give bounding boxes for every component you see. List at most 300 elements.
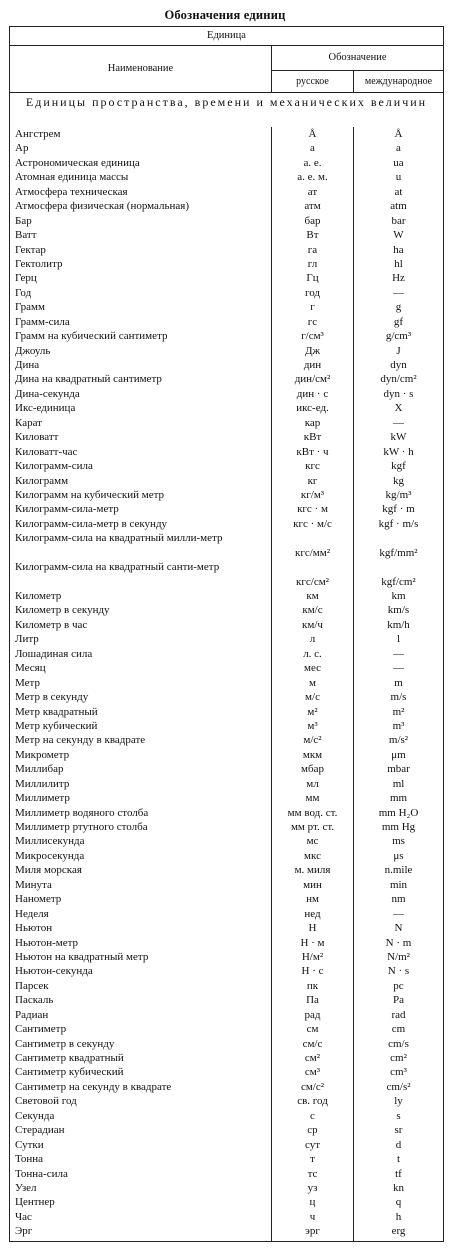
russian-designation: км [306, 590, 319, 603]
international-designation: h [395, 1210, 402, 1223]
unit-name: Паскаль [15, 994, 54, 1007]
unit-name: Икс-единица [15, 402, 76, 415]
international-designation: ly [394, 1095, 403, 1108]
international-designation: m³ [392, 719, 405, 732]
international-designation: kgf/cm² [381, 575, 416, 588]
table-row [10, 1195, 443, 1209]
russian-designation: гс [307, 315, 318, 328]
table-row [10, 459, 443, 473]
russian-designation: см [306, 1023, 319, 1036]
russian-designation: ч [309, 1210, 316, 1223]
unit-name: Килограмм [15, 474, 69, 487]
russian-designation: ц [309, 1196, 316, 1209]
international-designation: atm [390, 200, 407, 213]
table-row [10, 863, 443, 877]
international-designation: rad [391, 1008, 406, 1021]
unit-name: Сутки [15, 1138, 44, 1151]
russian-designation: тс [307, 1167, 318, 1180]
unit-name: Сантиметр в секунду [15, 1037, 115, 1050]
table-row [10, 1224, 443, 1238]
table-row [10, 1065, 443, 1079]
unit-name: Литр [15, 633, 39, 646]
units-table [9, 26, 444, 1242]
unit-name: Бар [15, 214, 32, 227]
unit-name: Килограмм на кубический метр [15, 488, 165, 501]
table-body [10, 127, 443, 1239]
unit-name: Минута [15, 878, 52, 891]
russian-designation: см³ [304, 1066, 321, 1079]
unit-name: Миллиметр водяного столба [15, 806, 149, 819]
table-row [10, 676, 443, 690]
table-row [10, 690, 443, 704]
table-row [10, 228, 443, 242]
international-designation: Å [394, 128, 403, 140]
international-designation: m [394, 676, 403, 689]
international-designation: t [396, 1153, 401, 1166]
international-designation: q [395, 1196, 402, 1209]
international-designation: ml [392, 777, 405, 790]
russian-designation: мбар [301, 763, 324, 776]
unit-name: Эрг [15, 1225, 33, 1238]
international-designation: erg [391, 1225, 406, 1238]
header-russian: русское [272, 71, 354, 93]
russian-designation: м³ [307, 719, 318, 732]
table-row [10, 878, 443, 892]
table-row [10, 618, 443, 632]
unit-name: Астрономическая единица [15, 156, 140, 169]
table-row [10, 733, 443, 747]
russian-designation: год [304, 286, 321, 299]
unit-name: Час [15, 1210, 32, 1223]
unit-name: Метр квадратный [15, 705, 98, 718]
russian-designation: дин · с [296, 387, 329, 400]
unit-name: Грамм [15, 301, 45, 314]
section-title: Единицы пространства, времени и механических величин [25, 95, 428, 109]
russian-designation: Н [308, 922, 317, 935]
international-designation: N · s [387, 965, 410, 978]
table-row [10, 1008, 443, 1022]
russian-designation: км/с [302, 604, 323, 617]
table-row [10, 964, 443, 978]
international-designation: dyn [390, 359, 407, 371]
unit-name: Сантиметр квадратный [15, 1052, 124, 1065]
table-row [10, 1109, 443, 1123]
russian-designation: нед [304, 907, 321, 920]
russian-designation: с [310, 1109, 315, 1122]
unit-name: Миллилитр [15, 777, 70, 790]
table-row [10, 1051, 443, 1065]
international-designation: μm [391, 748, 406, 761]
unit-name: Радиан [15, 1008, 49, 1021]
table-row [10, 401, 443, 415]
table-row [10, 993, 443, 1007]
international-designation: J [396, 344, 401, 357]
russian-designation: кар [304, 416, 321, 429]
table-row [10, 632, 443, 646]
russian-designation: мкм [302, 748, 323, 761]
international-designation: N/m² [387, 950, 410, 963]
international-designation: X [394, 402, 403, 415]
unit-name: Стерадиан [15, 1124, 65, 1137]
unit-name: Миллиметр [15, 792, 70, 805]
international-designation: mm [389, 792, 408, 805]
international-designation: n.mile [384, 864, 413, 877]
russian-designation: Å [308, 128, 317, 140]
international-designation: m/s [390, 691, 407, 704]
russian-designation: кгс/см² [296, 575, 329, 588]
russian-designation: мкс [304, 849, 321, 862]
russian-designation: мин [303, 878, 322, 891]
international-designation: N [394, 922, 403, 935]
unit-name: Секунда [15, 1109, 55, 1122]
russian-designation: мм [305, 792, 320, 805]
russian-designation: мс [306, 835, 319, 848]
russian-designation: л [309, 633, 316, 646]
russian-designation: кВт [303, 431, 322, 444]
unit-name: Год [15, 286, 32, 299]
international-designation: pc [393, 979, 404, 992]
table-row [10, 950, 443, 964]
table-row [10, 589, 443, 603]
international-designation: μs [393, 849, 404, 862]
russian-designation: дин/см² [294, 373, 331, 386]
table-row [10, 1138, 443, 1152]
international-designation: kgf · m [382, 503, 415, 516]
russian-designation: икс-ед. [296, 402, 329, 415]
russian-designation: кг/м³ [300, 488, 325, 501]
unit-name: Миллисекунда [15, 835, 85, 848]
unit-name: Ньютон-секунда [15, 965, 93, 978]
unit-name: Сантиметр кубический [15, 1066, 124, 1079]
table-row [10, 1094, 443, 1108]
unit-name: Миля морская [15, 864, 82, 877]
russian-designation: га [307, 243, 318, 256]
international-designation: dyn · s [383, 387, 414, 400]
russian-designation: м² [307, 705, 318, 718]
russian-designation: кгс · м [297, 503, 328, 516]
table-row [10, 387, 443, 401]
international-designation: kn [393, 1181, 404, 1194]
russian-designation: г/см³ [301, 330, 324, 343]
unit-name: Киловатт [15, 431, 59, 444]
table-row [10, 214, 443, 228]
header-designation: Обозначение [272, 46, 443, 71]
table-row [10, 257, 443, 271]
russian-designation: а [310, 142, 315, 155]
table-row [10, 603, 443, 617]
table-row [10, 705, 443, 719]
russian-designation: нм [306, 893, 319, 906]
table-row [10, 185, 443, 199]
international-designation: gf [393, 315, 404, 328]
table-row [10, 719, 443, 733]
header-name: Наименование [10, 46, 272, 93]
russian-designation: а. е. м. [297, 171, 328, 184]
russian-designation: см/с² [300, 1080, 325, 1093]
russian-designation: Гц [306, 272, 319, 285]
international-designation: m² [392, 705, 405, 718]
unit-name: Килограмм-сила-метр [15, 503, 119, 516]
unit-name: Гектолитр [15, 257, 63, 270]
international-designation: km/s [387, 604, 410, 617]
table-row [10, 243, 443, 257]
unit-name: Ватт [15, 229, 37, 242]
table-row [10, 372, 443, 386]
unit-name: Грамм-сила [15, 315, 70, 328]
international-designation: m/s² [388, 734, 409, 747]
table-row [10, 834, 443, 848]
international-designation: g [395, 301, 402, 314]
table-row [10, 445, 443, 459]
international-designation: ms [392, 835, 405, 848]
table-row [10, 979, 443, 993]
international-designation: tf [395, 1167, 402, 1180]
table-row [10, 531, 443, 560]
international-designation: km [391, 590, 406, 603]
unit-name: Ар [15, 142, 29, 155]
russian-designation: мес [304, 662, 321, 675]
unit-name: Ньютон-метр [15, 936, 79, 949]
international-designation: mbar [387, 763, 410, 776]
international-designation: mm Hg [381, 821, 416, 834]
russian-designation: г [310, 301, 315, 314]
international-designation: — [393, 662, 404, 675]
international-designation: kg [393, 474, 404, 487]
unit-name: Дина [15, 359, 40, 371]
unit-name: Микросекунда [15, 849, 85, 862]
international-designation: cm² [390, 1052, 407, 1065]
russian-designation: бар [304, 214, 321, 227]
table-row [10, 806, 443, 820]
russian-designation: ср [307, 1124, 318, 1137]
russian-designation: м/с [305, 691, 320, 704]
russian-designation: кг [307, 474, 318, 487]
russian-designation: кгс · м/с [293, 517, 332, 530]
unit-name: Узел [15, 1181, 37, 1194]
russian-designation: мл [306, 777, 319, 790]
unit-name: Килограмм-сила [15, 460, 93, 473]
international-designation: hl [394, 257, 403, 270]
russian-designation: Дж [304, 344, 321, 357]
unit-name: Атмосфера техническая [15, 185, 128, 198]
russian-designation: м [309, 676, 316, 689]
russian-designation: гл [307, 257, 318, 270]
russian-designation: см² [304, 1052, 321, 1065]
international-designation: d [395, 1138, 402, 1151]
international-designation: cm/s [388, 1037, 409, 1050]
unit-name: Метр [15, 676, 40, 689]
russian-designation: мм рт. ст. [290, 821, 335, 834]
russian-designation: Н · с [301, 965, 324, 978]
unit-name: Герц [15, 272, 37, 285]
international-designation: kgf/mm² [379, 546, 418, 559]
international-designation: sr [394, 1124, 403, 1137]
international-designation: kW · h [383, 445, 414, 458]
table-row [10, 907, 443, 921]
international-designation: s [396, 1109, 401, 1122]
unit-name: Миллиметр ртутного столба [15, 821, 148, 834]
table-row [10, 1037, 443, 1051]
russian-designation: см/с [302, 1037, 323, 1050]
international-designation: ha [393, 243, 404, 256]
unit-name: Нанометр [15, 893, 62, 906]
unit-name: Световой год [15, 1095, 77, 1108]
international-designation: kgf · m/s [378, 517, 419, 530]
unit-name: Дина на квадратный сантиметр [15, 373, 162, 386]
table-row [10, 892, 443, 906]
international-designation: — [393, 907, 404, 920]
unit-name: Неделя [15, 907, 49, 920]
unit-name: Метр в секунду [15, 691, 89, 704]
russian-designation: км/ч [302, 618, 323, 631]
international-designation: bar [391, 214, 406, 227]
unit-name: Сантиметр на секунду в квадрате [15, 1080, 172, 1093]
table-row [10, 416, 443, 430]
table-row [10, 156, 443, 170]
table-row [10, 1167, 443, 1181]
table-row [10, 430, 443, 444]
table-row [10, 286, 443, 300]
russian-designation: кгс [305, 460, 320, 473]
international-designation: g/cm³ [385, 330, 412, 343]
international-designation: a [396, 142, 401, 155]
russian-designation: л. с. [303, 647, 322, 660]
unit-name: Метр кубический [15, 719, 98, 732]
table-row [10, 315, 443, 329]
table-row [10, 141, 443, 155]
international-designation: W [393, 229, 404, 242]
unit-name: Атомная единица массы [15, 171, 129, 184]
russian-designation: ат [307, 185, 318, 198]
table-row [10, 647, 443, 661]
unit-name: Джоуль [15, 344, 51, 357]
unit-name: Дина-секунда [15, 387, 80, 400]
russian-designation: Н · м [300, 936, 325, 949]
russian-designation: мм вод. ст. [287, 806, 338, 819]
russian-designation: кВт · ч [296, 445, 329, 458]
table-row [10, 329, 443, 343]
international-designation: u [395, 171, 402, 184]
russian-designation: св. год [297, 1095, 328, 1108]
table-row [10, 921, 443, 935]
unit-name: Километр в час [15, 618, 88, 631]
table-row [10, 300, 443, 314]
international-designation: kW [390, 431, 407, 444]
international-designation: — [393, 647, 404, 660]
table-row [10, 1123, 443, 1137]
russian-designation: Н/м² [301, 950, 324, 963]
header-international: международное [354, 71, 443, 93]
table-row [10, 748, 443, 762]
table-row [10, 170, 443, 184]
table-row [10, 791, 443, 805]
unit-name: Килограмм-сила-метр в секунду [15, 517, 168, 530]
russian-designation: м/с² [303, 734, 322, 747]
russian-designation: рад [304, 1008, 321, 1021]
unit-name: Ньютон [15, 922, 53, 935]
unit-name: Месяц [15, 662, 46, 675]
table-row [10, 820, 443, 834]
unit-name: Лошадиная сила [15, 647, 93, 660]
russian-designation: уз [307, 1181, 318, 1194]
unit-name: Микрометр [15, 748, 70, 761]
unit-name: Гектар [15, 243, 46, 256]
unit-name: Тонна-сила [15, 1167, 68, 1180]
table-row [10, 560, 443, 589]
table-row [10, 936, 443, 950]
unit-name: Киловатт-час [15, 445, 78, 458]
international-designation: Pa [393, 994, 404, 1007]
table-row [10, 1080, 443, 1094]
international-designation: — [393, 286, 404, 299]
table-row [10, 199, 443, 213]
header-unit: Единица [10, 27, 443, 46]
table-row [10, 271, 443, 285]
international-designation: kgf [391, 460, 406, 473]
international-designation: km/h [387, 618, 410, 631]
international-designation: at [394, 185, 403, 198]
russian-designation: сут [304, 1138, 321, 1151]
unit-name: Атмосфера физическая (нормальная) [15, 200, 190, 213]
russian-designation: эрг [305, 1225, 320, 1238]
table-row [10, 661, 443, 675]
russian-designation: атм [304, 200, 321, 213]
table-row [10, 358, 443, 372]
table-row [10, 1022, 443, 1036]
unit-name: Карат [15, 416, 42, 429]
unit-name: Ньютон на квадратный метр [15, 950, 149, 963]
russian-designation: кгс/мм² [294, 546, 330, 559]
international-designation: — [393, 416, 404, 429]
unit-name: Сантиметр [15, 1023, 67, 1036]
unit-name: Миллибар [15, 763, 64, 776]
unit-name: Центнер [15, 1196, 55, 1209]
page-title: Обозначения единиц [164, 8, 286, 22]
russian-designation: пк [306, 979, 319, 992]
unit-name: Тонна [15, 1153, 44, 1166]
international-designation: cm [391, 1023, 406, 1036]
table-row [10, 517, 443, 531]
international-designation: cm³ [390, 1066, 407, 1079]
international-designation: dyn/cm² [380, 373, 417, 386]
table-row [10, 474, 443, 488]
unit-name: Грамм на кубический сантиметр [15, 330, 168, 343]
unit-name: Ангстрем [15, 128, 61, 140]
table-row [10, 777, 443, 791]
russian-designation: м. миля [294, 864, 331, 877]
unit-name: Метр на секунду в квадрате [15, 734, 146, 747]
international-designation: l [396, 633, 401, 646]
russian-designation: т [310, 1153, 315, 1166]
table-row [10, 502, 443, 516]
international-designation: N · m [385, 936, 412, 949]
international-designation: nm [391, 893, 406, 906]
unit-name: Килограмм-сила на квадратный санти-метр [15, 561, 220, 574]
international-designation: cm/s² [386, 1080, 411, 1093]
russian-designation: дин [303, 359, 322, 371]
international-designation: ua [393, 156, 404, 169]
russian-designation: а. е. [303, 156, 322, 169]
table-row [10, 127, 443, 141]
international-designation: min [389, 878, 408, 891]
table-row [10, 849, 443, 863]
unit-name: Парсек [15, 979, 49, 992]
international-designation: kg/m³ [385, 488, 412, 501]
table-row [10, 488, 443, 502]
international-designation: mm H₂O [378, 806, 419, 819]
unit-name: Километр в секунду [15, 604, 110, 617]
table-row [10, 1181, 443, 1195]
